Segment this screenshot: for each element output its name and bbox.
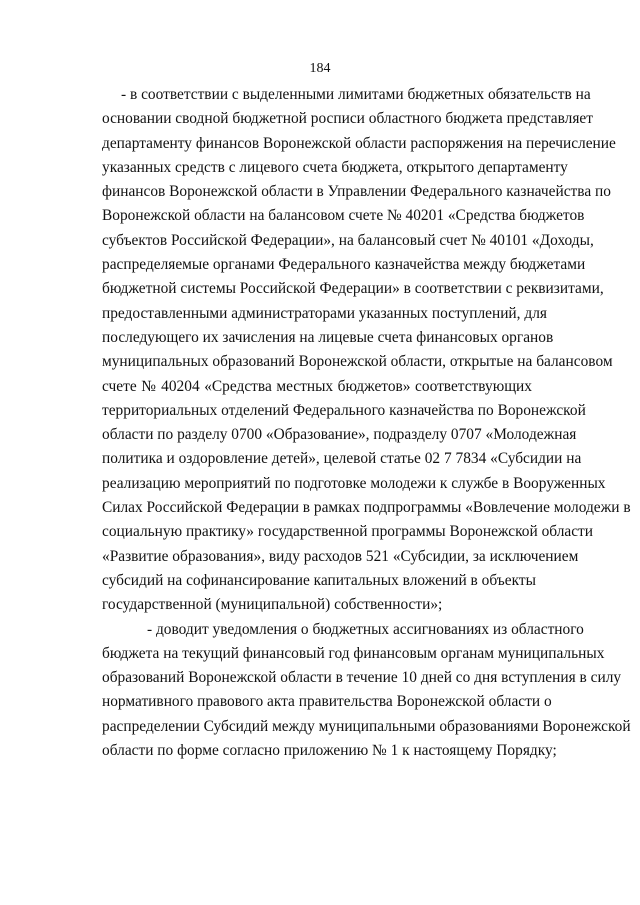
text-line: распределяемые органами Федерального казначейства между бюджетами — [102, 256, 586, 274]
text-line: социальную практику» государственной программы Воронежской области — [102, 523, 594, 541]
paragraph-notifications — [102, 618, 631, 764]
text-line: бюджета на текущий финансовый год финансовым органам муниципальных — [102, 644, 605, 662]
text-line: субсидий на софинансирование капитальных вложений в объекты — [102, 571, 536, 589]
page-number: 184 — [309, 61, 331, 76]
text-line: предоставленными администраторами указанных поступлений, для — [102, 304, 547, 322]
text-line: счете № 40204 «Средства местных бюджетов» соответствующих — [102, 377, 532, 395]
body-text — [102, 83, 631, 763]
text-line: основании сводной бюджетной росписи областного бюджета представляет — [102, 110, 593, 128]
text-line: бюджетной системы Российской Федерации» в соответствии с реквизитами, — [102, 280, 604, 298]
text-line: области по форме согласно приложению № 1 к настоящему Порядку; — [102, 742, 557, 760]
paragraph-budget-transfer — [102, 83, 631, 618]
text-line: - в соответствии с выделенными лимитами бюджетных обязательств на — [121, 86, 591, 103]
text-line: «Развитие образования», виду расходов 521 «Субсидии, за исключением — [102, 547, 579, 565]
text-line: - доводит уведомления о бюджетных ассигнованиях из областного — [147, 620, 584, 638]
text-line: территориальных отделений Федерального казначейства по Воронежской — [102, 401, 586, 419]
text-line: Воронежской области на балансовом счете № 40201 «Средства бюджетов — [102, 207, 585, 225]
text-line: последующего их зачисления на лицевые счета финансовых органов — [102, 328, 554, 346]
text-line: политика и оздоровление детей», целевой статье 02 7 7834 «Субсидии на — [102, 450, 582, 468]
text-line: муниципальных образований Воронежской области, открытые на балансовом — [102, 353, 613, 371]
text-line: субъектов Российской Федерации», на балансовый счет № 40101 «Доходы, — [102, 231, 594, 249]
text-line: области по разделу 0700 «Образование», подразделу 0707 «Молодежная — [102, 426, 577, 444]
text-line: департаменту финансов Воронежской области распоряжения на перечисление — [102, 134, 616, 152]
text-line: финансов Воронежской области в Управлении Федерального казначейства по — [102, 183, 611, 201]
text-line: реализацию мероприятий по подготовке молодежи к службе в Вооруженных — [102, 474, 606, 492]
text-line: государственной (муниципальной) собственности»; — [102, 596, 443, 614]
text-line: образований Воронежской области в течение 10 дней со дня вступления в силу — [102, 669, 622, 687]
text-line: распределении Субсидий между муниципальными образованиями Воронежской — [102, 717, 631, 735]
text-line: указанных средств с лицевого счета бюджета, открытого департаменту — [102, 158, 568, 176]
text-line: Силах Российской Федерации в рамках подпрограммы «Вовлечение молодежи в — [102, 499, 631, 517]
text-line: нормативного правового акта правительства Воронежской области о — [102, 693, 552, 711]
